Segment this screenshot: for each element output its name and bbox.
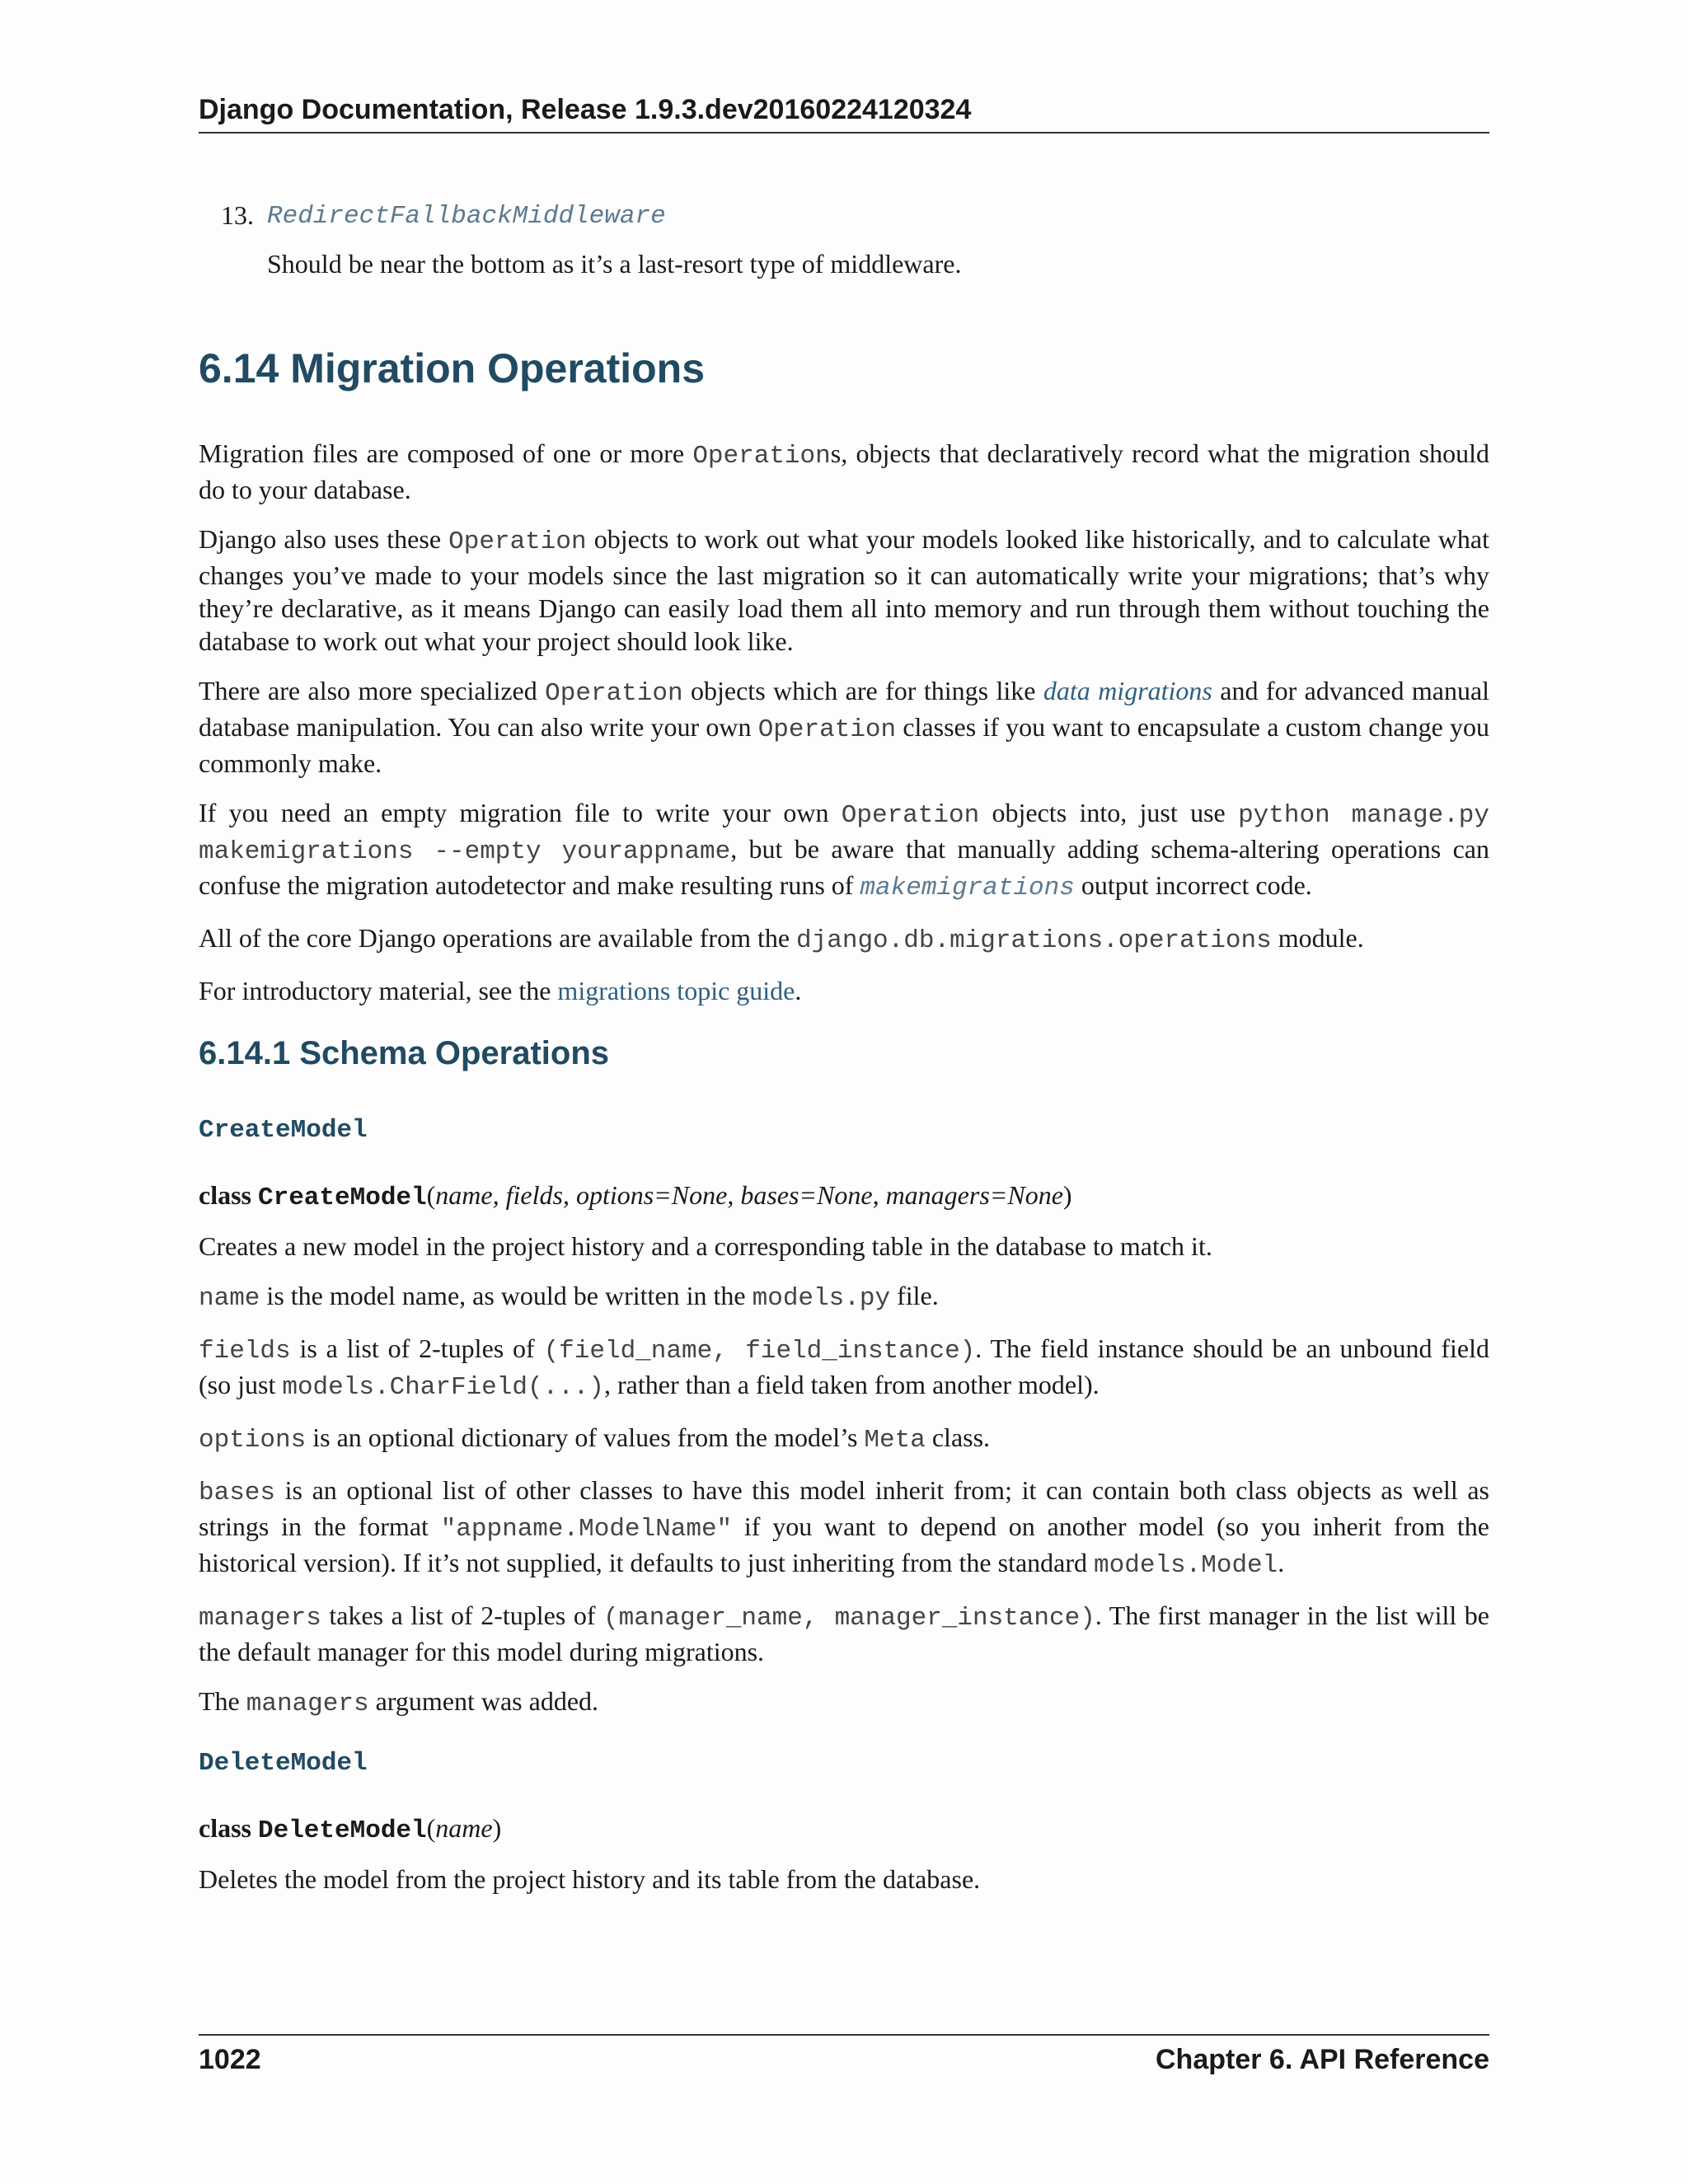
paragraph: name is the model name, as would be written in the models.py file.: [199, 1281, 939, 1313]
running-footer: [199, 2034, 1489, 2075]
createmodel-heading: CreateModel: [199, 1116, 368, 1145]
paragraph: Migration files are composed of one or more Operations, objects that declaratively record what the migration should do to your database.: [199, 438, 1489, 504]
list-number: 13.: [221, 200, 254, 230]
paragraph: Deletes the model from the project history and its table from the database.: [199, 1864, 981, 1894]
paragraph: For introductory material, see the migrations topic guide.: [199, 976, 802, 1005]
header-title: Django Documentation, Release 1.9.3.dev20160224120324: [199, 94, 972, 125]
paragraph: bases is an optional list of other classes to have this model inherit from; it can contain both class objects as well as strings in the format "appname.ModelName" if you want to depend on another model (so you inherit from the historical version). If it’s not supplied, it defaults to just inheriting from the standard models.Model.: [199, 1475, 1490, 1580]
paragraph: If you need an empty migration file to write your own Operation objects into, just use python manage.py makemigrations --empty yourappname, but be aware that manually adding schema-altering operations can confuse the migration autodetector and make resulting runs of makemigrations output incorrect code.: [199, 798, 1490, 902]
section-title: 6.14 Migration Operations: [199, 345, 706, 391]
data-migrations-link[interactable]: data migrations: [1043, 676, 1212, 705]
list-item-desc: Should be near the bottom as it’s a last-resort type of middleware.: [267, 249, 962, 279]
makemigrations-link[interactable]: makemigrations: [860, 874, 1075, 902]
deletemodel-signature: class DeleteModel(name): [199, 1813, 502, 1845]
createmodel-signature: class CreateModel(name, fields, options=None, bases=None, managers=None): [199, 1180, 1072, 1212]
page-number: 1022: [199, 2044, 261, 2075]
paragraph: fields is a list of 2-tuples of (field_name, field_instance). The field instance should be an unbound field (so just models.CharField(...), rather than a field taken from another model).: [199, 1333, 1490, 1402]
paragraph: All of the core Django operations are available from the django.db.migrations.operations module.: [199, 923, 1364, 955]
paragraph: There are also more specialized Operation objects which are for things like data migrations and for advanced manual database manipulation. You can also write your own Operation classes if you want to encapsulate a custom change you commonly make.: [199, 676, 1490, 778]
paragraph: managers takes a list of 2-tuples of (manager_name, manager_instance). The first manager in the list will be the default manager for this model during migrations.: [199, 1601, 1490, 1666]
chapter-title: Chapter 6. API Reference: [1156, 2044, 1489, 2075]
createmodel-body: [199, 1230, 1489, 1721]
paragraph: The managers argument was added.: [199, 1686, 599, 1718]
paragraph: Creates a new model in the project history and a corresponding table in the database to match it.: [199, 1231, 1212, 1261]
section-body: [199, 437, 1489, 1007]
subsection-title: 6.14.1 Schema Operations: [199, 1035, 610, 1071]
deletemodel-body: [199, 1863, 1489, 1896]
running-header: [199, 91, 1489, 134]
paragraph: options is an optional dictionary of values from the model’s Meta class.: [199, 1422, 991, 1455]
migrations-topic-guide-link[interactable]: migrations topic guide: [557, 976, 795, 1005]
deletemodel-heading: DeleteModel: [199, 1749, 368, 1778]
paragraph: Django also uses these Operation objects to work out what your models looked like historically, and to calculate what changes you’ve made to your models since the last migration so it can automatically write your migrations; that’s why they’re declarative, as it means Django can easily load them all into memory and run through them without touching the database to work out what your project should look like.: [199, 524, 1490, 656]
redirect-fallback-link[interactable]: RedirectFallbackMiddleware: [267, 202, 666, 231]
